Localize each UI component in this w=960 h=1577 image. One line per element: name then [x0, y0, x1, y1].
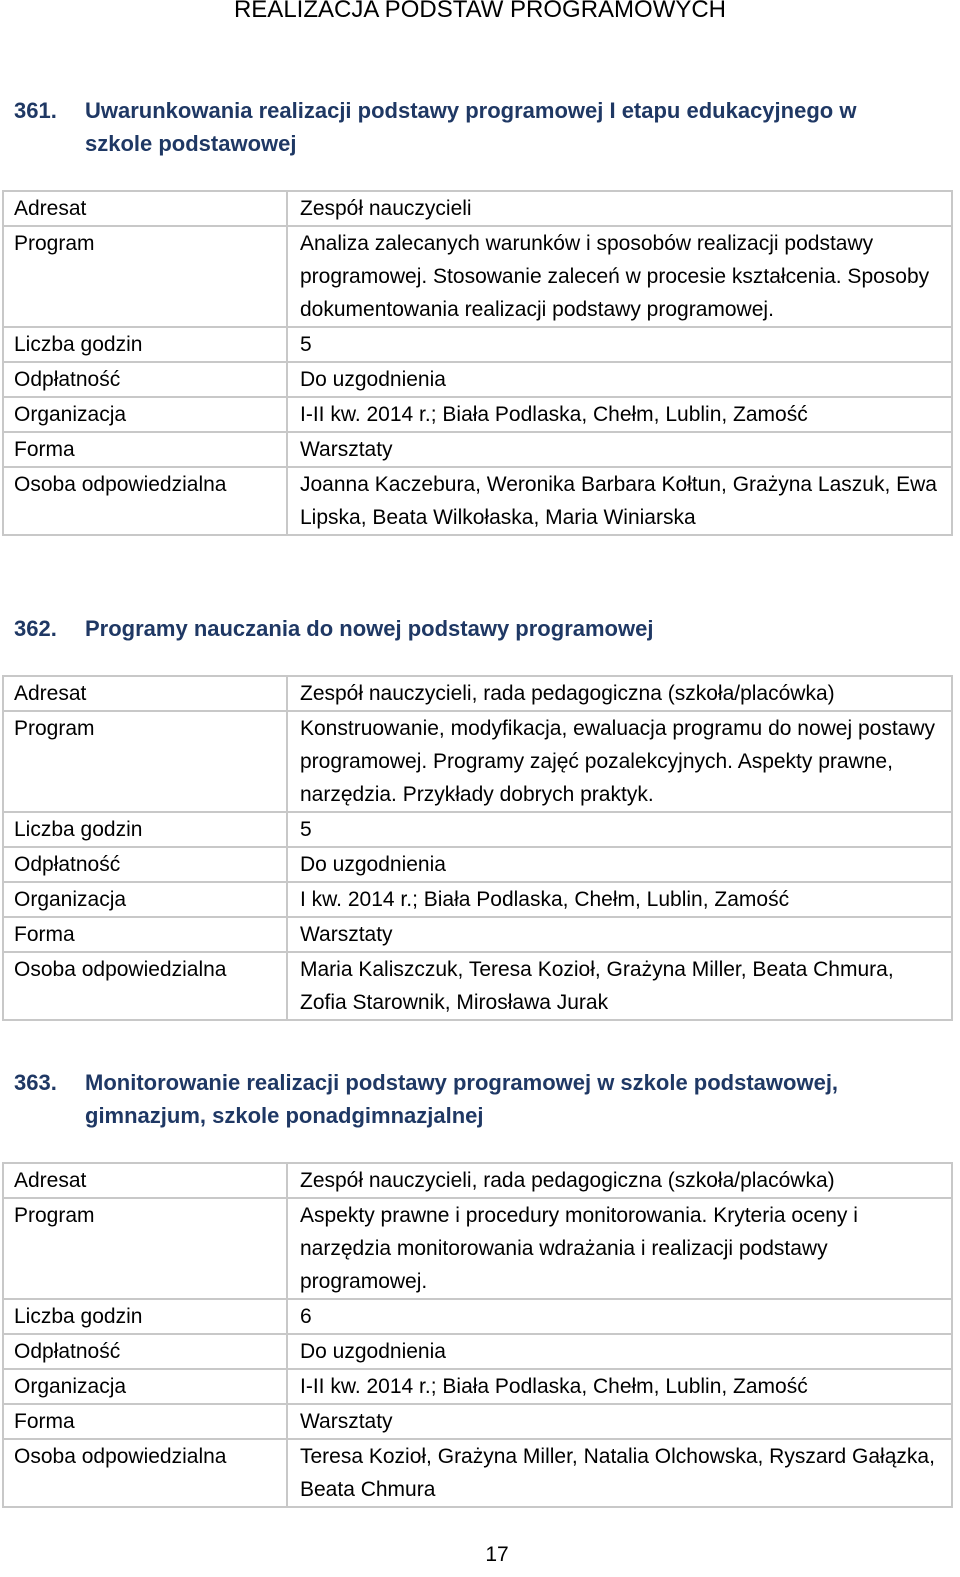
- row-value-osoba-odpowiedzialna: Teresa Kozioł, Grażyna Miller, Natalia Olchowska, Ryszard Gałązka, Beata Chmura: [287, 1439, 952, 1507]
- row-label-organizacja: Organizacja: [3, 1369, 287, 1404]
- row-label-organizacja: Organizacja: [3, 397, 287, 432]
- table-row: [3, 847, 952, 882]
- row-label-forma: Forma: [3, 432, 287, 467]
- course-details-table: [2, 675, 953, 1021]
- row-label-osoba-odpowiedzialna: Osoba odpowiedzialna: [3, 952, 287, 1020]
- table-row: [3, 917, 952, 952]
- table-row: [3, 226, 952, 327]
- row-value-program: Analiza zalecanych warunków i sposobów realizacji podstawy programowej. Stosowanie zaleceń w procesie kształcenia. Sposoby dokumentowania realizacji podstawy programowej.: [287, 226, 952, 327]
- row-value-liczba-godzin: 6: [287, 1299, 952, 1334]
- table-row: [3, 397, 952, 432]
- row-value-program: Konstruowanie, modyfikacja, ewaluacja programu do nowej postawy programowej. Programy zajęć pozalekcyjnych. Aspekty prawne, narzędzia. Przykłady dobrych praktyk.: [287, 711, 952, 812]
- table-row: [3, 1369, 952, 1404]
- row-value-osoba-odpowiedzialna: Joanna Kaczebura, Weronika Barbara Kołtun, Grażyna Laszuk, Ewa Lipska, Beata Wilkołaska, Maria Winiarska: [287, 467, 952, 535]
- row-label-adresat: Adresat: [3, 1163, 287, 1198]
- row-value-liczba-godzin: 5: [287, 327, 952, 362]
- row-value-liczba-godzin: 5: [287, 812, 952, 847]
- row-value-adresat: Zespół nauczycieli, rada pedagogiczna (szkoła/placówka): [287, 1163, 952, 1198]
- row-label-program: Program: [3, 1198, 287, 1299]
- table-row: [3, 1404, 952, 1439]
- row-label-forma: Forma: [3, 1404, 287, 1439]
- row-value-forma: Warsztaty: [287, 917, 952, 952]
- row-value-organizacja: I-II kw. 2014 r.; Biała Podlaska, Chełm, Lublin, Zamość: [287, 1369, 952, 1404]
- course-title: Uwarunkowania realizacji podstawy programowej I etapu edukacyjnego w szkole podstawowej: [85, 98, 857, 156]
- row-value-organizacja: I kw. 2014 r.; Biała Podlaska, Chełm, Lublin, Zamość: [287, 882, 952, 917]
- row-value-odplatnosc: Do uzgodnienia: [287, 362, 952, 397]
- course-details-table: [2, 1162, 953, 1508]
- table-row: [3, 1163, 952, 1198]
- table-row: [3, 1299, 952, 1334]
- table-row: [3, 191, 952, 226]
- row-label-odplatnosc: Odpłatność: [3, 1334, 287, 1369]
- row-label-liczba-godzin: Liczba godzin: [3, 327, 287, 362]
- table-row: [3, 432, 952, 467]
- table-row: [3, 327, 952, 362]
- course-details-table: [2, 190, 953, 536]
- row-value-forma: Warsztaty: [287, 432, 952, 467]
- table-row: [3, 1439, 952, 1507]
- row-label-program: Program: [3, 711, 287, 812]
- row-label-adresat: Adresat: [3, 676, 287, 711]
- row-value-organizacja: I-II kw. 2014 r.; Biała Podlaska, Chełm, Lublin, Zamość: [287, 397, 952, 432]
- course-title: Programy nauczania do nowej podstawy programowej: [85, 616, 654, 641]
- table-row: [3, 952, 952, 1020]
- row-label-forma: Forma: [3, 917, 287, 952]
- page-header: REALIZACJA PODSTAW PROGRAMOWYCH: [233, 0, 727, 23]
- course-number: 362.: [14, 616, 57, 641]
- table-row: [3, 362, 952, 397]
- row-value-osoba-odpowiedzialna: Maria Kaliszczuk, Teresa Kozioł, Grażyna Miller, Beata Chmura, Zofia Starownik, Mirosława Jurak: [287, 952, 952, 1020]
- row-label-liczba-godzin: Liczba godzin: [3, 1299, 287, 1334]
- table-row: [3, 882, 952, 917]
- page-number: 17: [485, 1543, 509, 1566]
- row-label-adresat: Adresat: [3, 191, 287, 226]
- row-value-program: Aspekty prawne i procedury monitorowania. Kryteria oceny i narzędzia monitorowania wdrażania i realizacji podstawy programowej.: [287, 1198, 952, 1299]
- row-value-adresat: Zespół nauczycieli: [287, 191, 952, 226]
- row-value-odplatnosc: Do uzgodnienia: [287, 1334, 952, 1369]
- row-label-osoba-odpowiedzialna: Osoba odpowiedzialna: [3, 467, 287, 535]
- table-row: [3, 467, 952, 535]
- table-row: [3, 711, 952, 812]
- row-label-odplatnosc: Odpłatność: [3, 362, 287, 397]
- table-row: [3, 1198, 952, 1299]
- course-title: Monitorowanie realizacji podstawy programowej w szkole podstawowej, gimnazjum, szkole ponadgimnazjalnej: [85, 1070, 839, 1128]
- table-row: [3, 676, 952, 711]
- row-value-forma: Warsztaty: [287, 1404, 952, 1439]
- row-value-odplatnosc: Do uzgodnienia: [287, 847, 952, 882]
- row-label-osoba-odpowiedzialna: Osoba odpowiedzialna: [3, 1439, 287, 1507]
- row-label-liczba-godzin: Liczba godzin: [3, 812, 287, 847]
- row-label-odplatnosc: Odpłatność: [3, 847, 287, 882]
- row-value-adresat: Zespół nauczycieli, rada pedagogiczna (szkoła/placówka): [287, 676, 952, 711]
- table-row: [3, 1334, 952, 1369]
- course-number: 361.: [14, 98, 57, 123]
- table-row: [3, 812, 952, 847]
- row-label-program: Program: [3, 226, 287, 327]
- course-number: 363.: [14, 1070, 57, 1095]
- row-label-organizacja: Organizacja: [3, 882, 287, 917]
